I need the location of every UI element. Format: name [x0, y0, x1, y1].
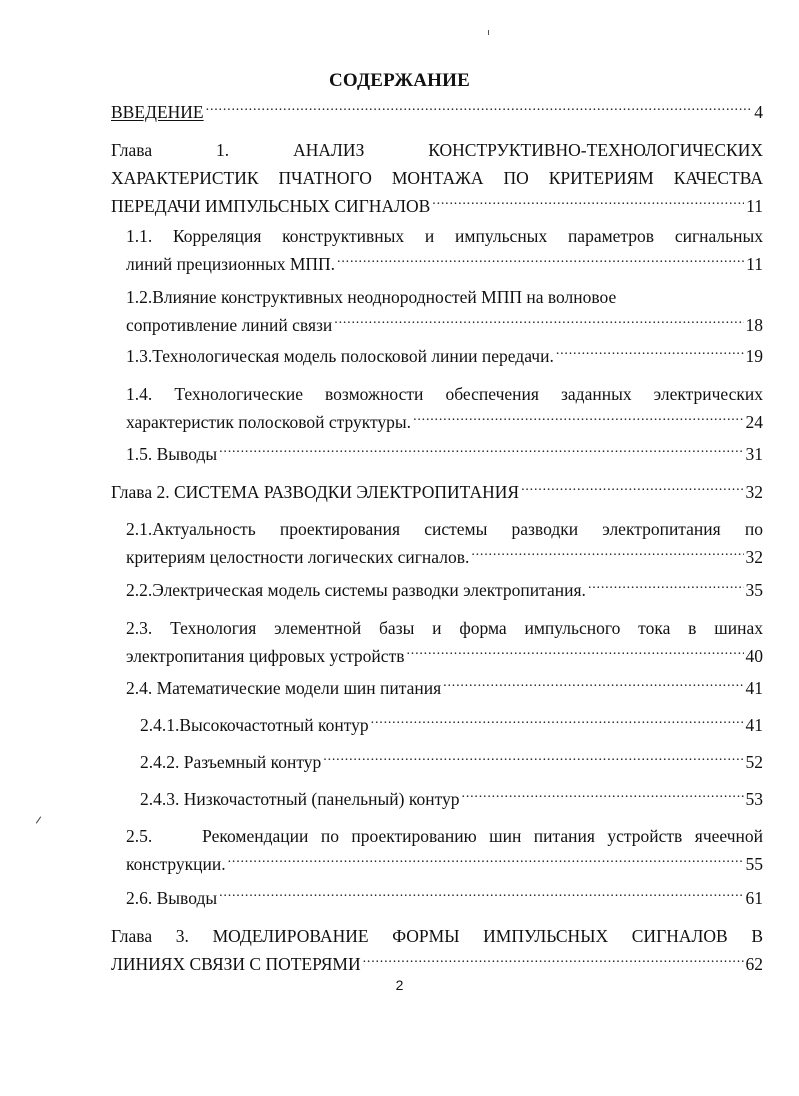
toc-entry-title: 2.3. Технология элементной базы и форма импульсного тока в шинах: [126, 618, 763, 638]
toc-page-number: 41: [745, 678, 763, 698]
toc-entry-introduction[interactable]: [111, 98, 763, 126]
toc-entry-1-1[interactable]: [126, 222, 763, 278]
toc-page-number: 32: [745, 482, 763, 502]
toc-entry-title: линий прецизионных МПП.: [126, 254, 336, 274]
page-title: СОДЕРЖАНИЕ: [329, 70, 470, 91]
toc-entry-title: ХАРАКТЕРИСТИК ПЧАТНОГО МОНТАЖА ПО КРИТЕРИЯМ КАЧЕСТВА: [111, 168, 763, 188]
toc-entry-2-1[interactable]: [126, 515, 763, 571]
toc-page-number: 11: [746, 196, 763, 216]
dot-leader: [471, 546, 743, 564]
toc-entry-title: 2.4. Математические модели шин питания: [126, 678, 442, 698]
toc-entry-title: сопротивление линий связи: [126, 315, 333, 335]
dot-leader: [363, 953, 744, 971]
toc-entry-title: 2.2.Электрическая модель системы разводки электропитания.: [126, 580, 586, 600]
toc-entry-2-3[interactable]: [126, 614, 763, 670]
dot-leader: [521, 481, 743, 499]
toc-entry-chapter-3[interactable]: [111, 922, 763, 978]
toc-entry-title: 1.5. Выводы: [126, 444, 218, 464]
scan-artifact: [488, 30, 489, 35]
dot-leader: [371, 714, 744, 732]
toc-entry-title: Глава 2. СИСТЕМА РАЗВОДКИ ЭЛЕКТРОПИТАНИЯ: [111, 482, 520, 502]
toc-entry-2-5[interactable]: [126, 822, 763, 878]
toc-page-number: 18: [745, 315, 763, 335]
toc-page-number: 32: [745, 547, 763, 567]
toc-page-number: 52: [745, 752, 763, 772]
dot-leader: [443, 677, 743, 695]
dot-leader: [556, 345, 744, 363]
toc-entry-2-4-2[interactable]: [140, 748, 763, 776]
toc-entry-title: 2.6. Выводы: [126, 888, 218, 908]
toc-entry-title: 1.1. Корреляция конструктивных и импульсных параметров сигнальных: [126, 226, 763, 246]
toc-entry-2-4[interactable]: [126, 674, 763, 702]
toc-entry-title: 1.2.Влияние конструктивных неоднородностей МПП на волновое: [126, 287, 617, 307]
toc-page-number: 31: [745, 444, 763, 464]
toc-entry-title: 2.4.1.Высокочастотный контур: [140, 715, 369, 735]
toc-entry-2-2[interactable]: [126, 576, 763, 604]
toc-page-number: 4: [754, 102, 763, 122]
toc-entry-2-4-1[interactable]: [140, 711, 763, 739]
toc-entry-chapter-2[interactable]: [111, 478, 763, 506]
toc-entry-1-2[interactable]: [126, 283, 763, 339]
toc-entry-title: характеристик полосковой структуры.: [126, 412, 412, 432]
toc-page-number: 41: [745, 715, 763, 735]
dot-leader: [219, 887, 743, 905]
toc-entry-2-4-3[interactable]: [140, 785, 763, 813]
toc-entry-title: электропитания цифровых устройств: [126, 646, 405, 666]
toc-entry-title: критериям целостности логических сигналов.: [126, 547, 470, 567]
dot-leader: [206, 101, 753, 119]
toc-entry-title: 1.3.Технологическая модель полосковой линии передачи.: [126, 346, 554, 366]
dot-leader: [588, 579, 744, 597]
toc-entry-title: ВВЕДЕНИЕ: [111, 102, 204, 122]
dot-leader: [323, 751, 743, 769]
toc-entry-title: Глава 1. АНАЛИЗ КОНСТРУКТИВНО-ТЕХНОЛОГИЧЕСКИХ: [111, 140, 763, 160]
toc-page-number: 35: [745, 580, 763, 600]
toc-entry-1-5[interactable]: [126, 440, 763, 468]
toc-entry-title: ЛИНИЯХ СВЯЗИ С ПОТЕРЯМИ: [111, 954, 361, 974]
toc-page-number: 53: [745, 789, 763, 809]
toc-entry-1-4[interactable]: [126, 380, 763, 436]
toc-entry-title: 2.4.3. Низкочастотный (панельный) контур: [140, 789, 460, 809]
dot-leader: [219, 443, 743, 461]
toc-entry-title: 1.4. Технологические возможности обеспечения заданных электрических: [126, 384, 763, 404]
toc-entry-2-6[interactable]: [126, 884, 763, 912]
toc-entry-title: 2.5. Рекомендации по проектированию шин питания устройств ячеечной: [126, 826, 763, 846]
toc-page-number: 62: [745, 954, 763, 974]
toc-entry-title: 2.4.2. Разъемный контур: [140, 752, 322, 772]
toc-entry-title: 2.1.Актуальность проектирования системы разводки электропитания по: [126, 519, 763, 539]
toc-page-number: 55: [745, 854, 763, 874]
dot-leader: [334, 314, 743, 332]
toc-entry-title: ПЕРЕДАЧИ ИМПУЛЬСНЫХ СИГНАЛОВ: [111, 196, 431, 216]
toc-entry-1-3[interactable]: [126, 342, 763, 370]
toc-page-number: 19: [745, 346, 763, 366]
dot-leader: [406, 645, 743, 663]
dot-leader: [413, 411, 743, 429]
toc-page-number: 24: [745, 412, 763, 432]
dot-leader: [462, 788, 744, 806]
toc-page-number: 61: [745, 888, 763, 908]
toc-entry-title: Глава 3. МОДЕЛИРОВАНИЕ ФОРМЫ ИМПУЛЬСНЫХ СИГНАЛОВ В: [111, 926, 763, 946]
scan-artifact: [36, 816, 41, 823]
toc-entry-chapter-1[interactable]: [111, 136, 763, 220]
toc-page-number: 40: [745, 646, 763, 666]
dot-leader: [337, 253, 744, 271]
page-number: 2: [395, 977, 404, 993]
toc-page-number: 11: [746, 254, 763, 274]
dot-leader: [432, 195, 744, 213]
dot-leader: [228, 853, 744, 871]
toc-entry-title: конструкции.: [126, 854, 226, 874]
